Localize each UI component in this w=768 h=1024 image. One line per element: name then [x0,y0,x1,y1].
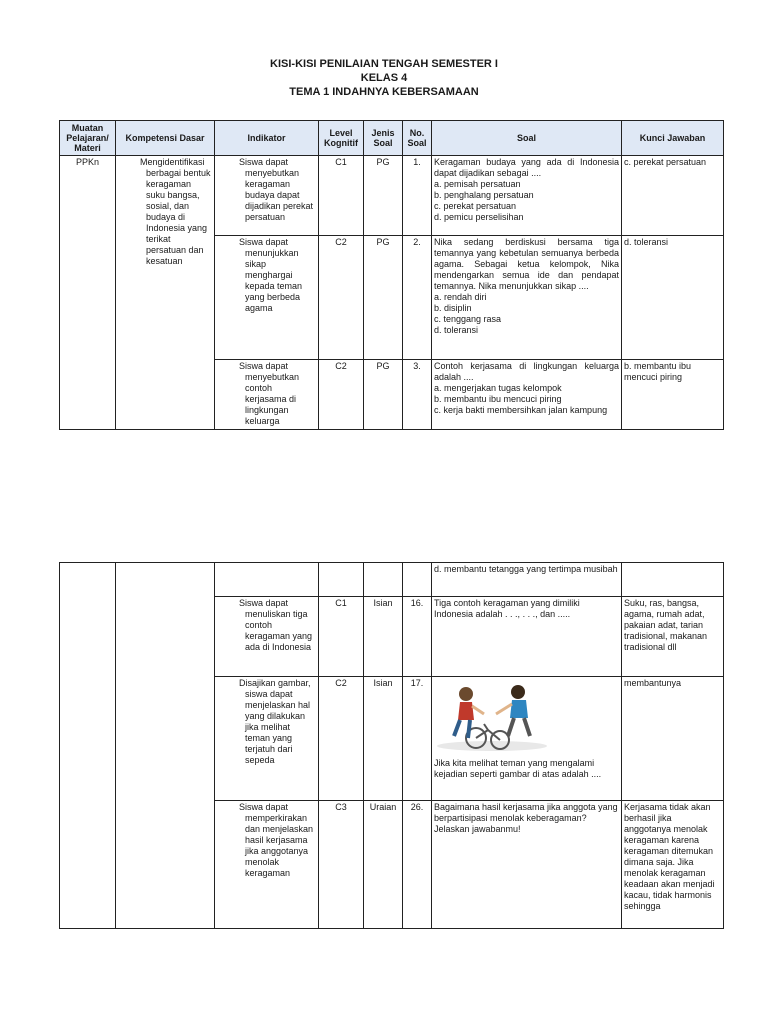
soal-cell [432,360,622,430]
option-a: a. pemisah persatuan [434,179,521,189]
question-text: Bagaimana hasil kerjasama jika anggota yang berpartisipasi menolak keberagaman? Jelaskan jawabanmu! [434,802,618,834]
kisi-kisi-table-page-1 [59,120,724,430]
indikator-cell [215,563,319,597]
option-c: c. perekat persatuan [434,201,517,211]
indikator-text: Siswa dapat memperkirakan dan menjelaskan hasil kerjasama jika anggotanya menolak keragaman [239,802,314,878]
indikator-text: Siswa dapat menunjukkan sikap menghargai kepada teman yang berbeda agama [239,237,303,313]
document-title-block [0,57,768,99]
table-row [60,156,724,236]
indikator-number [217,237,239,248]
indikator-number [217,361,239,372]
option-b: b. disiplin [434,303,472,313]
no-cell: 3. [403,360,432,430]
soal-cell [432,597,622,677]
title-line-1: KISI-KISI PENILAIAN TENGAH SEMESTER I [270,58,498,70]
kunci-cell: b. membantu ibu mencuci piring [622,360,724,430]
answer-options [434,564,619,575]
level-cell: C1 [319,597,364,677]
option-d: d. membantu tetangga yang tertimpa musibah [434,564,618,574]
indikator-cell [215,236,319,360]
jenis-cell: Isian [364,597,403,677]
indikator-text: Siswa dapat menyebutkan keragaman budaya dapat dijadikan perekat persatuan [239,157,314,222]
no-cell: 17. [403,677,432,801]
answer-options [434,383,619,416]
soal-cell [432,563,622,597]
level-cell: C1 [319,156,364,236]
jenis-cell: Uraian [364,801,403,929]
answer-options [434,292,619,336]
question-text: Contoh kerjasama di lingkungan keluarga adalah .... [434,361,619,382]
option-d: d. pemicu perselisihan [434,212,524,222]
question-text: Tiga contoh keragaman yang dimiliki Indonesia adalah . . ., . . ., dan ..... [434,598,580,619]
col-header-level: Level Kognitif [319,121,364,156]
kunci-cell [622,563,724,597]
no-cell: 26. [403,801,432,929]
indikator-text: Siswa dapat menuliskan tiga contoh keragaman yang ada di Indonesia [239,598,313,652]
kd-cell [116,156,215,430]
indikator-text: Siswa dapat menyebutkan contoh kerjasama di lingkungan keluarga [239,361,300,426]
level-cell: C2 [319,360,364,430]
kd-cell [116,563,215,929]
level-cell: C2 [319,236,364,360]
kd-number [118,157,140,168]
col-header-soal: Soal [432,121,622,156]
soal-cell [432,801,622,929]
soal-cell [432,156,622,236]
kunci-cell: Suku, ras, bangsa, agama, rumah adat, pakaian adat, tarian tradisional, makanan tradisional dll [622,597,724,677]
title-line-2: KELAS 4 [360,72,408,84]
col-header-no: No. Soal [403,121,432,156]
soal-cell [432,236,622,360]
option-a: a. mengerjakan tugas kelompok [434,383,562,393]
indikator-cell [215,360,319,430]
jenis-cell: PG [364,236,403,360]
answer-options [434,179,619,223]
kunci-cell: c. perekat persatuan [622,156,724,236]
indikator-cell [215,156,319,236]
jenis-cell: PG [364,156,403,236]
indikator-cell [215,677,319,801]
indikator-number [217,598,239,609]
indikator-cell [215,801,319,929]
kunci-cell: d. toleransi [622,236,724,360]
option-b: b. penghalang persatuan [434,190,534,200]
level-cell: C2 [319,677,364,801]
level-cell [319,563,364,597]
jenis-cell: PG [364,360,403,430]
indikator-number [217,157,239,168]
option-d: d. toleransi [434,325,479,335]
jenis-cell: Isian [364,677,403,801]
indikator-cell [215,597,319,677]
no-cell: 16. [403,597,432,677]
muatan-cell [60,563,116,929]
col-header-jenis: Jenis Soal [364,121,403,156]
col-header-kd: Kompetensi Dasar [116,121,215,156]
kunci-cell: Kerjasama tidak akan berhasil jika anggotanya menolak keragaman karena keragaman ditemukan dimana saja. Jika menolak keragaman keadaan akan menjadi kacau, tidak harmonis sehingga [622,801,724,929]
kisi-kisi-table-page-2 [59,562,724,929]
no-cell: 1. [403,156,432,236]
indikator-text: Disajikan gambar, siswa dapat menjelaskan hal yang dilakukan jika melihat teman yang terjatuh dari sepeda [239,678,311,765]
no-cell [403,563,432,597]
level-cell: C3 [319,801,364,929]
question-text: Nika sedang berdiskusi bersama tiga temannya yang kebetulan semuanya berbeda agama. Sebagai ketua kelompok, Nika mendengarkan semua ide dan pendapat temannya. Nika menunjukkan sikap .... [434,237,619,291]
option-b: b. membantu ibu mencuci piring [434,394,562,404]
option-c: c. kerja bakti membersihkan jalan kampung [434,405,608,415]
kd-text: Mengidentifikasi berbagai bentuk keragaman suku bangsa, sosial, dan budaya di Indonesia yang terikat persatuan dan kesatuan [140,157,211,266]
question-text: Jika kita melihat teman yang mengalami kejadian seperti gambar di atas adalah .... [434,758,602,779]
table-row [60,563,724,597]
title-line-3: TEMA 1 INDAHNYA KEBERSAMAAN [289,86,479,98]
col-header-kunci: Kunci Jawaban [622,121,724,156]
col-header-muatan: Muatan Pelajaran/ Materi [60,121,116,156]
kunci-cell: membantunya [622,677,724,801]
option-c: c. tenggang rasa [434,314,502,324]
col-header-indikator: Indikator [215,121,319,156]
header-row [60,121,724,156]
option-a: a. rendah diri [434,292,487,302]
muatan-cell: PPKn [60,156,116,430]
question-text: Keragaman budaya yang ada di Indonesia dapat dijadikan sebagai .... [434,157,619,178]
no-cell: 2. [403,236,432,360]
soal-cell [432,677,622,801]
indikator-number [217,678,239,689]
indikator-number [217,802,239,813]
children-bicycle-illustration [434,680,556,752]
jenis-cell [364,563,403,597]
